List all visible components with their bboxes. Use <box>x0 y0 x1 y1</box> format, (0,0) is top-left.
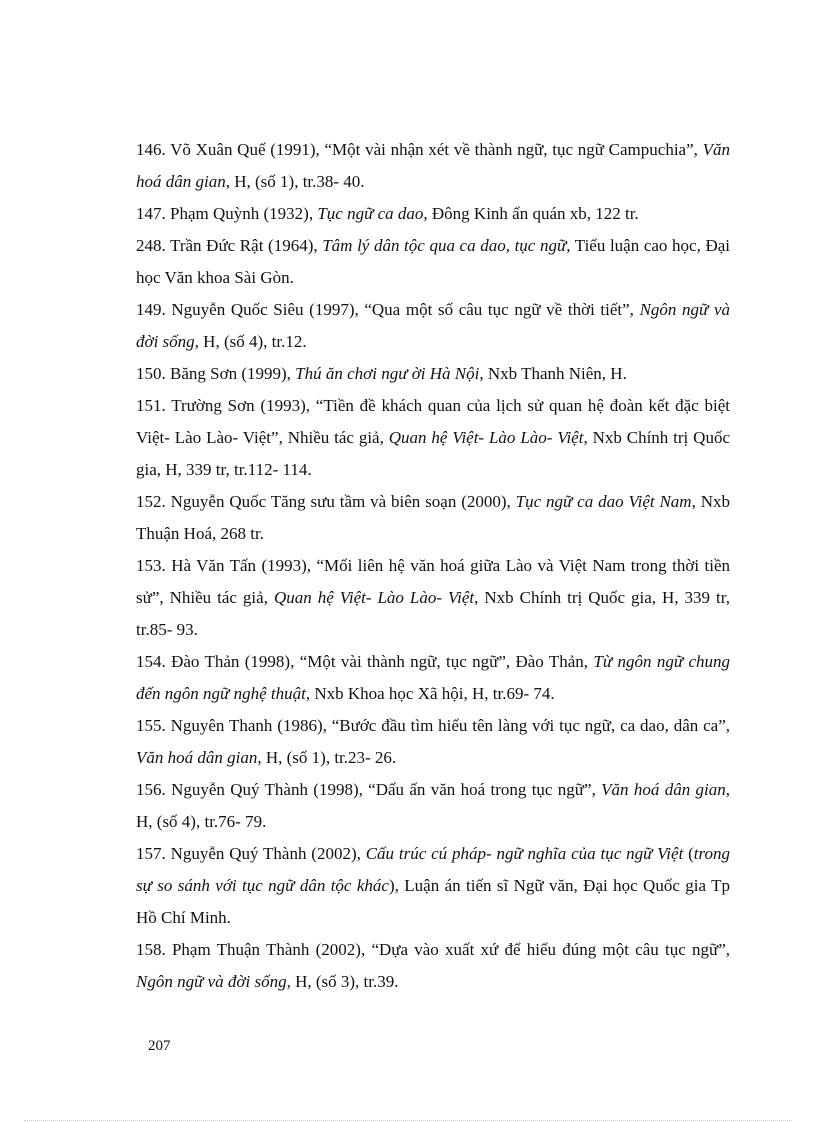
reference-text: 147. Phạm Quỳnh (1932), <box>136 204 318 223</box>
reference-text: 155. Nguyên Thanh (1986), “Bước đầu tìm hiểu tên làng với tục ngữ, ca dao, dân ca”, <box>136 716 730 735</box>
reference-text: 248. Trần Đức Rật (1964), <box>136 236 323 255</box>
reference-title: Tâm lý dân tộc qua ca dao, tục ngữ <box>322 236 567 255</box>
reference-entry <box>136 550 730 646</box>
page-number: 207 <box>148 1038 171 1054</box>
reference-title: Cấu trúc cú pháp- ngữ nghĩa của tục ngữ Việt <box>365 844 684 863</box>
reference-text: 156. Nguyễn Quý Thành (1998), “Dấu ấn văn hoá trong tục ngữ”, <box>136 780 602 799</box>
reference-text: ), Luận án tiến sĩ Ngữ văn, Đại học Quốc gia Tp Hồ Chí Minh. <box>136 876 730 927</box>
reference-entry <box>136 774 730 838</box>
reference-title: Tục ngữ ca dao <box>317 204 424 223</box>
reference-text: , Tiểu luận cao học, Đại học Văn khoa Sài Gòn. <box>136 236 730 287</box>
reference-title: Tục ngữ ca dao Việt Nam <box>515 492 692 511</box>
reference-text: 149. Nguyễn Quốc Siêu (1997), “Qua một số câu tục ngữ về thời tiết”, <box>136 300 640 319</box>
reference-title: Văn hoá dân gian <box>136 748 258 767</box>
page-bottom-divider <box>24 1120 792 1121</box>
reference-text: , Nxb Thanh Niên, H. <box>479 364 627 383</box>
reference-title: Quan hệ Việt- Lào Lào- Việt <box>388 428 584 447</box>
reference-entry <box>136 358 730 390</box>
reference-text: , Nxb Khoa học Xã hội, H, tr.69- 74. <box>305 684 555 703</box>
reference-entry <box>136 134 730 198</box>
reference-text: , H, (số 3), tr.39. <box>286 972 399 991</box>
reference-text: , H, (số 4), tr.12. <box>194 332 307 351</box>
reference-text: 153. Hà Văn Tấn (1993), “Mối liên hệ văn hoá giữa Lào và Việt Nam trong thời tiền sử”, Nhiều tác giả, <box>136 556 730 607</box>
reference-text: 158. Phạm Thuận Thành (2002), “Dựa vào xuất xứ để hiểu đúng một câu tục ngữ”, <box>136 940 730 959</box>
reference-entry <box>136 230 730 294</box>
reference-text: 146. Võ Xuân Quế (1991), “Một vài nhận xét về thành ngữ, tục ngữ Campuchia”, <box>136 140 703 159</box>
reference-entry <box>136 198 730 230</box>
reference-text: 154. Đào Thản (1998), “Một vài thành ngữ, tục ngữ”, Đào Thản, <box>136 652 594 671</box>
reference-text: 152. Nguyễn Quốc Tăng sưu tầm và biên soạn (2000), <box>136 492 516 511</box>
reference-text: , Nxb Thuận Hoá, 268 tr. <box>136 492 730 543</box>
reference-text: 151. Trường Sơn (1993), “Tiền đề khách quan của lịch sử quan hệ đoàn kết đặc biệt Việt- Lào Lào- Việt”, Nhiều tác giả, <box>136 396 730 447</box>
reference-list <box>136 134 730 998</box>
reference-title: Văn hoá dân gian <box>136 140 730 191</box>
reference-entry <box>136 294 730 358</box>
reference-text: , H, (số 4), tr.76- 79. <box>136 780 730 831</box>
reference-text: , Nxb Chính trị Quốc gia, H, 339 tr, tr.112- 114. <box>136 428 730 479</box>
reference-entry <box>136 710 730 774</box>
reference-title: Ngôn ngữ và đời sống <box>136 300 731 351</box>
reference-title: Văn hoá dân gian <box>601 780 726 799</box>
reference-entry <box>136 838 730 934</box>
reference-text: , Nxb Chính trị Quốc gia, H, 339 tr, tr.85- 93. <box>136 588 730 639</box>
reference-text: ( <box>683 844 694 863</box>
reference-title: Từ ngôn ngữ chung đến ngôn ngữ nghệ thuật <box>136 652 731 703</box>
reference-text: 150. Băng Sơn (1999), <box>136 364 296 383</box>
reference-entry <box>136 390 730 486</box>
reference-title: Quan hệ Việt- Lào Lào- Việt <box>273 588 475 607</box>
reference-text: 157. Nguyễn Quý Thành (2002), <box>136 844 366 863</box>
reference-entry <box>136 934 730 998</box>
reference-entry <box>136 646 730 710</box>
reference-text: , Đông Kinh ấn quán xb, 122 tr. <box>423 204 639 223</box>
reference-entry <box>136 486 730 550</box>
reference-title: Ngôn ngữ và đời sống <box>136 972 287 991</box>
reference-title: Thú ăn chơi ngư ời Hà Nội <box>295 364 480 383</box>
reference-text: , H, (số 1), tr.38- 40. <box>225 172 365 191</box>
reference-subtitle: trong sự so sánh với tục ngữ dân tộc khác <box>136 844 731 895</box>
reference-text: , H, (số 1), tr.23- 26. <box>257 748 397 767</box>
